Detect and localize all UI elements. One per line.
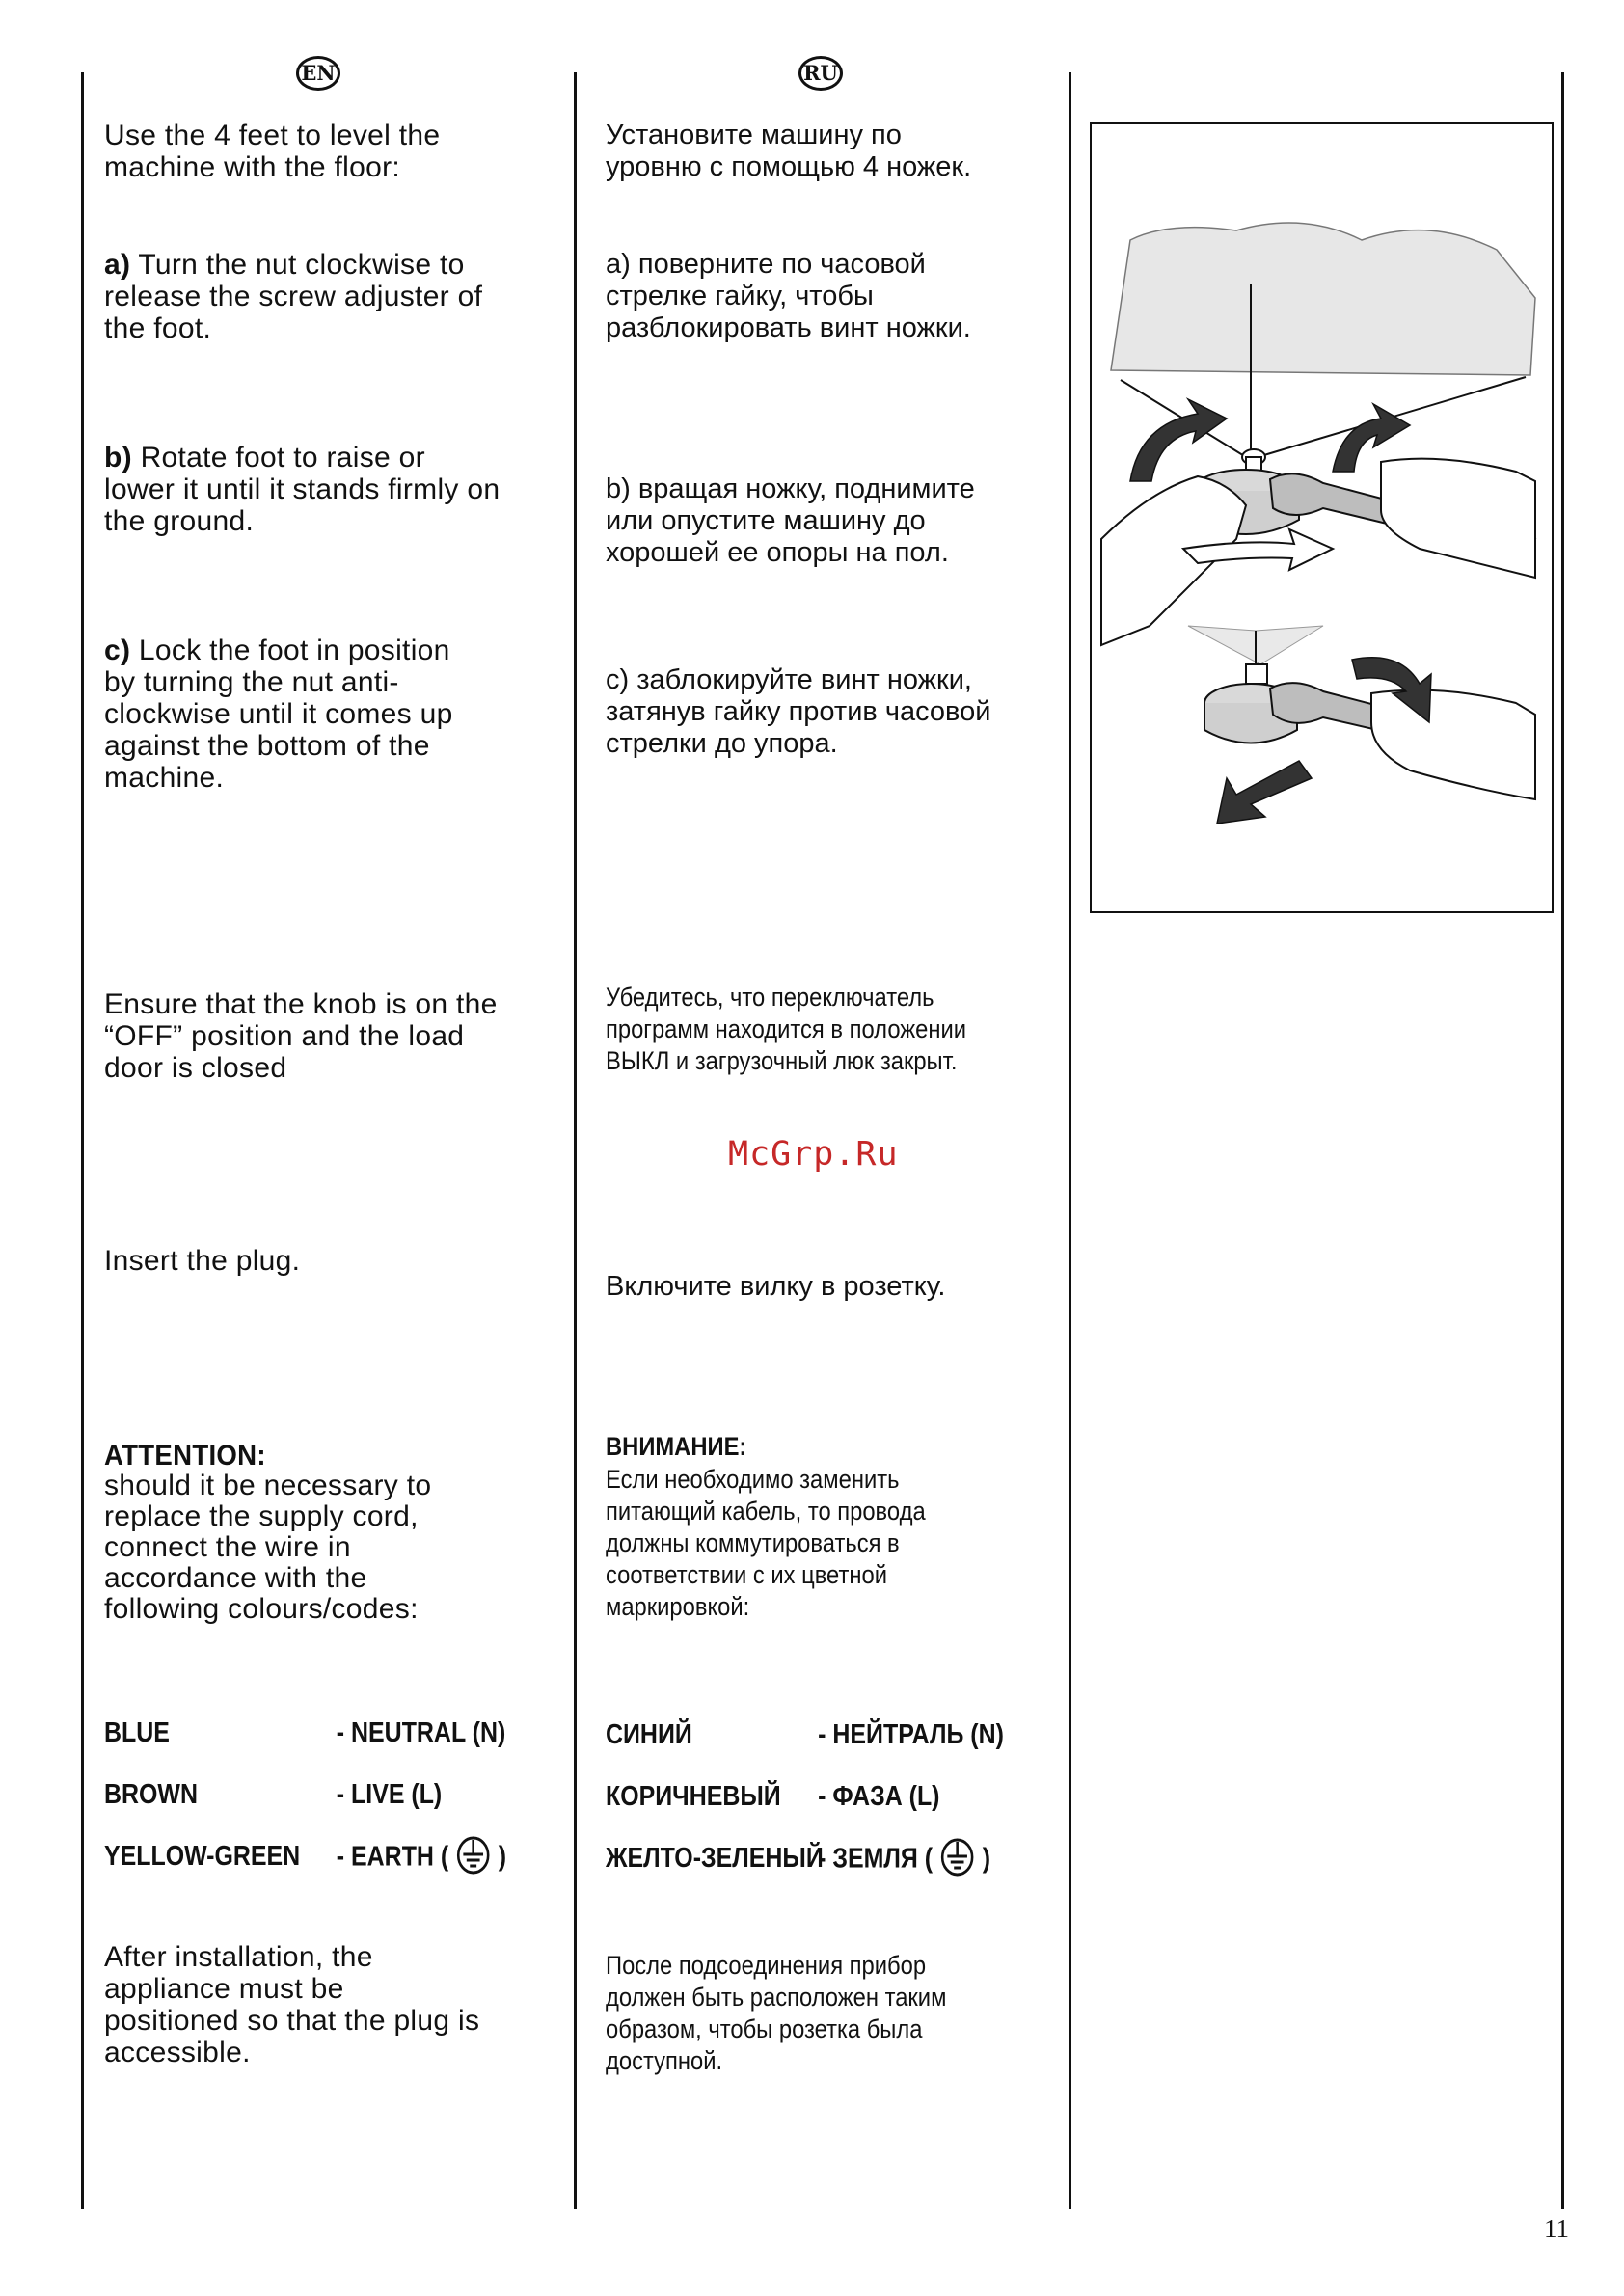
attention-text-en: should it be necessary to replace the supply cord, connect the wire in accordance with the following colours/codes: [104, 1470, 432, 1625]
earth-ground-icon [936, 1837, 980, 1877]
wire-code-value-end: ) [982, 1843, 991, 1875]
wire-code-row-brown-ru [606, 1781, 1070, 1820]
column-divider-right [1069, 72, 1071, 2209]
attention-title-en: ATTENTION: [104, 1440, 266, 1472]
wire-color-name: КОРИЧНЕВЫЙ [606, 1781, 781, 1812]
wire-code-value-text: - EARTH ( [336, 1841, 449, 1873]
wire-code-value-end: ) [498, 1841, 507, 1873]
knob-off-note-ru: Убедитесь, что переключатель программ находится в положении ВЫКЛ и загрузочный люк закрыт. [606, 983, 967, 1075]
wire-color-name: BLUE [104, 1717, 170, 1748]
column-divider-edge [1561, 72, 1564, 2209]
wrench-and-foot-icon [1092, 124, 1552, 911]
wire-code-row-yellow-green [104, 1841, 569, 1879]
level-intro-ru: Установите машину по уровню с помощью 4 ножек. [606, 120, 972, 182]
wire-code-value: - LIVE (L) [336, 1779, 443, 1810]
level-intro-en: Use the 4 feet to level the machine with the floor: [104, 120, 441, 183]
step-c-ru [606, 664, 1059, 760]
step-c-text-ru: заблокируйте винт ножки, затянув гайку против часовой стрелки до упора. [606, 664, 991, 759]
step-c-marker-en: c) [104, 635, 131, 666]
wire-color-name: СИНИЙ [606, 1719, 692, 1750]
step-b-en [104, 442, 557, 537]
after-install-ru: После подсоединения прибор должен быть расположен таким образом, чтобы розетка была доступной. [606, 1951, 947, 2075]
step-b-ru [606, 473, 1059, 569]
step-c-text-en: Lock the foot in position by turning the nut anti- clockwise until it comes up against the bottom of the machine. [104, 635, 453, 794]
leveling-feet-illustration [1090, 122, 1554, 913]
wire-code-value [337, 1841, 506, 1876]
attention-text-ru: Если необходимо заменить питающий кабель, то провода должны коммутироваться в соответствии с их цветной маркировкой: [606, 1465, 926, 1621]
step-a-text-en: Turn the nut clockwise to release the screw adjuster of the foot. [104, 249, 483, 344]
wire-code-row-blue-ru [606, 1719, 1070, 1758]
step-b-text-ru: вращая ножку, поднимите или опустите машину до хорошей ее опоры на пол. [606, 473, 975, 568]
step-b-marker-ru: b) [606, 473, 631, 504]
earth-ground-icon [452, 1835, 496, 1876]
step-c-en [104, 635, 557, 794]
attention-title-ru: ВНИМАНИЕ: [606, 1432, 747, 1461]
wire-code-value: - ФАЗА (L) [818, 1781, 940, 1812]
knob-off-note-en: Ensure that the knob is on the “OFF” position and the load door is closed [104, 988, 498, 1084]
wire-code-row-yellow-green-ru [606, 1843, 1070, 1881]
step-b-marker-en: b) [104, 442, 132, 473]
page-number: 11 [1544, 2214, 1569, 2243]
step-c-marker-ru: с) [606, 664, 630, 695]
wire-color-name: BROWN [104, 1779, 198, 1810]
step-a-ru [606, 249, 1059, 344]
language-badge-en: EN [296, 56, 340, 91]
column-divider-left [81, 72, 84, 2209]
wire-code-value-text: - ЗЕМЛЯ ( [818, 1843, 934, 1875]
wire-color-name: ЖЕЛТО-ЗЕЛЕНЫЙ [606, 1843, 824, 1874]
wire-color-name: YELLOW-GREEN [104, 1841, 301, 1872]
wire-code-row-blue [104, 1717, 569, 1756]
step-a-text-ru: поверните по часовой стрелке гайку, чтобы разблокировать винт ножки. [606, 249, 971, 343]
step-a-marker-ru: а) [606, 249, 631, 280]
insert-plug-en: Insert the plug. [104, 1245, 301, 1277]
column-divider-middle [574, 72, 577, 2209]
insert-plug-ru: Включите вилку в розетку. [606, 1271, 946, 1302]
wire-code-row-brown [104, 1779, 569, 1818]
watermark: McGrp.Ru [728, 1135, 899, 1174]
language-badge-ru: RU [798, 56, 843, 91]
step-a-marker-en: a) [104, 249, 131, 281]
wire-code-value: - НЕЙТРАЛЬ (N) [818, 1719, 1004, 1750]
after-install-en: After installation, the appliance must be positioned so that the plug is accessible. [104, 1941, 480, 2068]
wire-code-value: - NEUTRAL (N) [336, 1717, 506, 1748]
step-a-en [104, 249, 557, 344]
wire-code-value [818, 1843, 990, 1877]
step-b-text-en: Rotate foot to raise or lower it until it stands firmly on the ground. [104, 442, 501, 537]
